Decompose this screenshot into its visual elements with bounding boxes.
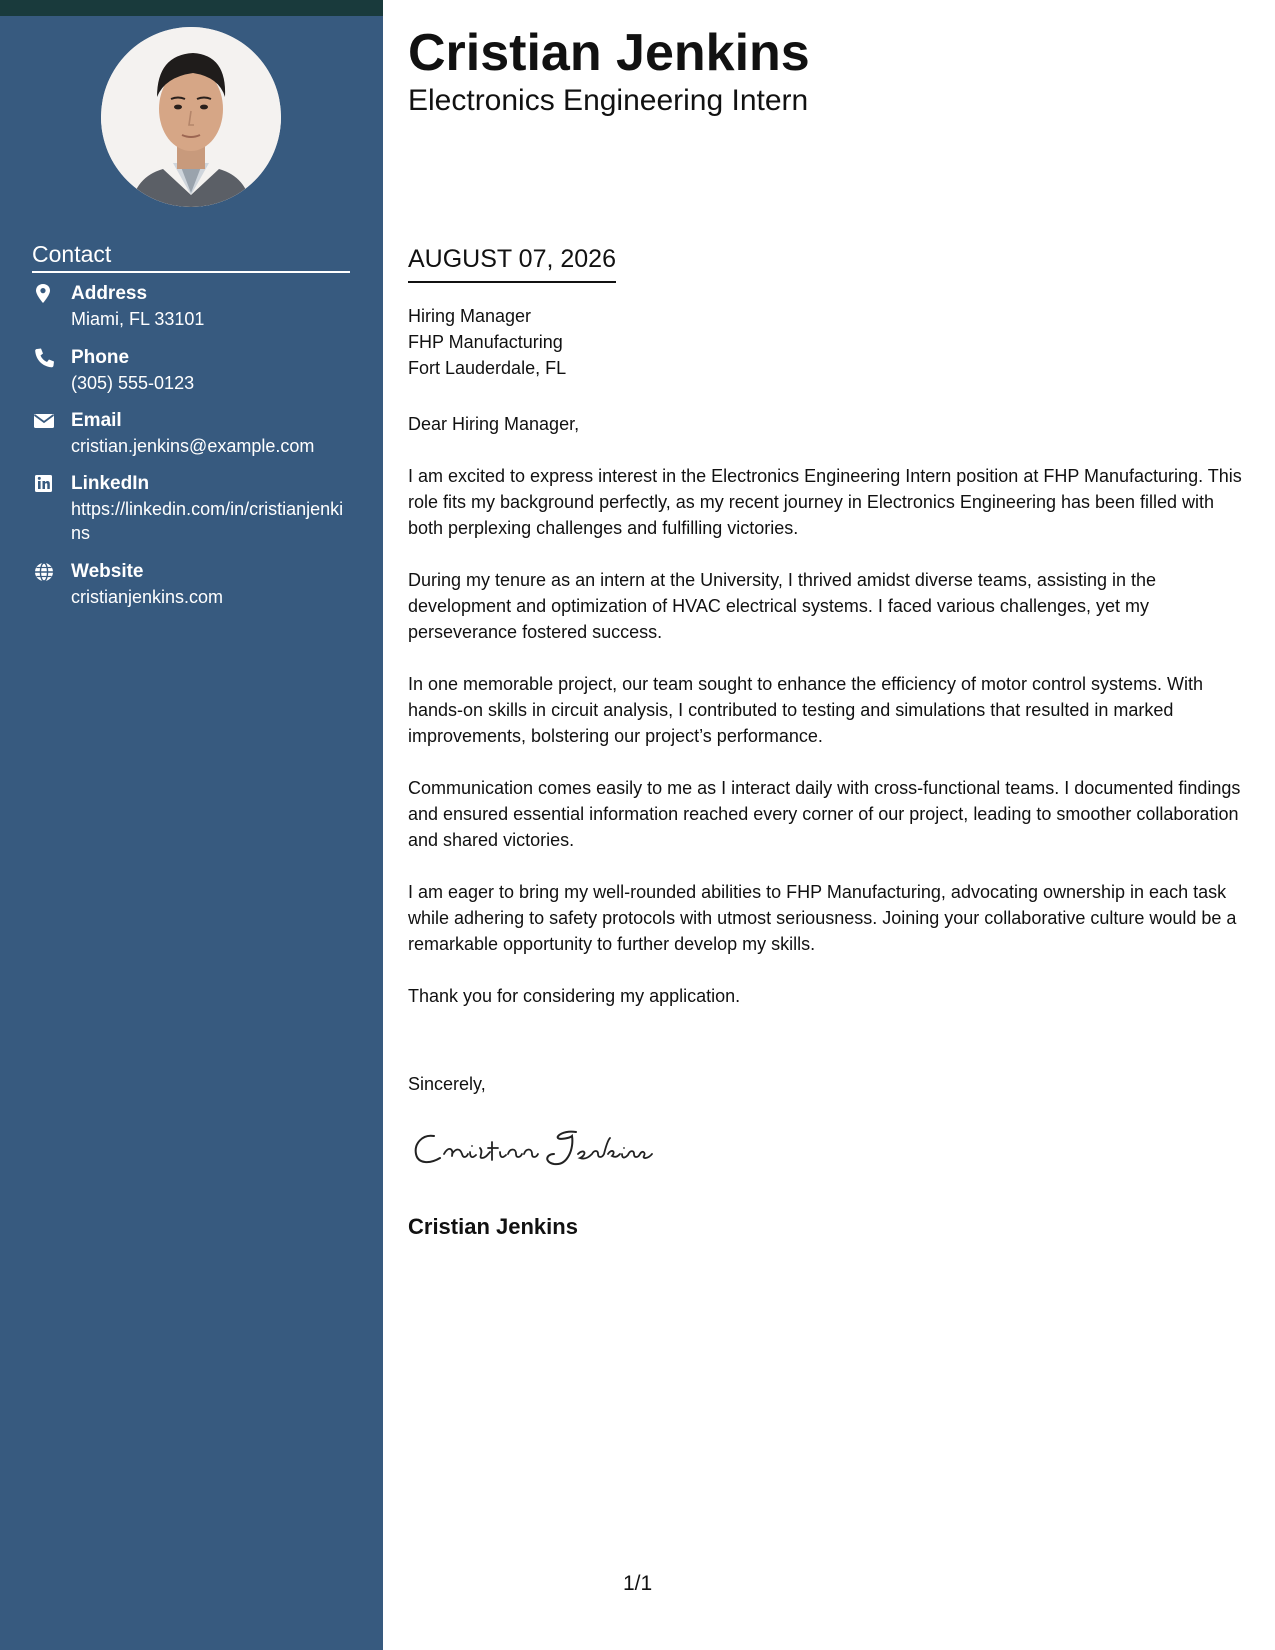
body-paragraph: During my tenure as an intern at the University, I thrived amidst diverse teams, assisting in the development and optimization of HVAC electrical systems. I faced various challenges, yet my perseverance fostered success. [408, 570, 1156, 642]
body-paragraph: Communication comes easily to me as I interact daily with cross-functional teams. I documented findings and ensured essential information reached every corner of our project, leading to smoother collaboration and shared victories. [408, 778, 1241, 850]
thanks-line: Thank you for considering my application. [408, 986, 741, 1006]
body-paragraph: In one memorable project, our team sought to enhance the efficiency of motor control systems. With hands-on skills in circuit analysis, I contributed to testing and simulations that resulted in marked improvements, bolstering our project’s performance. [408, 674, 1204, 746]
profile-photo [101, 27, 281, 207]
map-pin-icon [32, 283, 58, 305]
linkedin-value[interactable]: https://linkedin.com/in/cristianjenkins [71, 499, 344, 543]
letter-body [408, 411, 1253, 1035]
address-value: Miami, FL 33101 [71, 309, 205, 329]
avatar [101, 27, 281, 207]
website-label: Website [71, 561, 144, 582]
linkedin-icon [32, 473, 58, 495]
body-paragraph: I am eager to bring my well-rounded abilities to FHP Manufacturing, advocating ownership in each task while adhering to safety protocols with utmost seriousness. Joining your collaborative culture would be a remarkable opportunity to further develop my skills. [408, 882, 1237, 954]
globe-icon [32, 561, 58, 583]
body-paragraph: I am excited to express interest in the Electronics Engineering Intern position at FHP Manufacturing. This role fits my background perfectly, as my recent journey in Electronics Engineering has been filled with both perplexing challenges and fulfilling victories. [408, 466, 1242, 538]
envelope-icon [32, 410, 58, 432]
address-label: Address [71, 283, 148, 304]
top-accent-band [0, 0, 383, 16]
recipient-block [408, 303, 566, 381]
salutation: Dear Hiring Manager, [408, 414, 580, 434]
applicant-name: Cristian Jenkins [408, 24, 810, 82]
website-value[interactable]: cristianjenkins.com [71, 587, 224, 607]
recipient-line: Hiring Manager [408, 306, 532, 326]
email-label: Email [71, 410, 122, 431]
page-number: 1/1 [623, 1572, 653, 1595]
email-value: cristian.jenkins@example.com [71, 436, 315, 456]
phone-icon [32, 347, 58, 369]
letter-date: AUGUST 07, 2026 [408, 244, 616, 283]
job-title: Electronics Engineering Intern [408, 84, 809, 117]
closing: Sincerely, [408, 1074, 486, 1094]
linkedin-label: LinkedIn [71, 473, 150, 494]
phone-value: (305) 555-0123 [71, 373, 195, 393]
contact-heading: Contact [32, 240, 350, 273]
recipient-line: Fort Lauderdale, FL [408, 358, 567, 378]
phone-label: Phone [71, 347, 130, 368]
signer-name: Cristian Jenkins [408, 1214, 578, 1239]
recipient-line: FHP Manufacturing [408, 332, 563, 352]
handwritten-signature [408, 1124, 678, 1174]
